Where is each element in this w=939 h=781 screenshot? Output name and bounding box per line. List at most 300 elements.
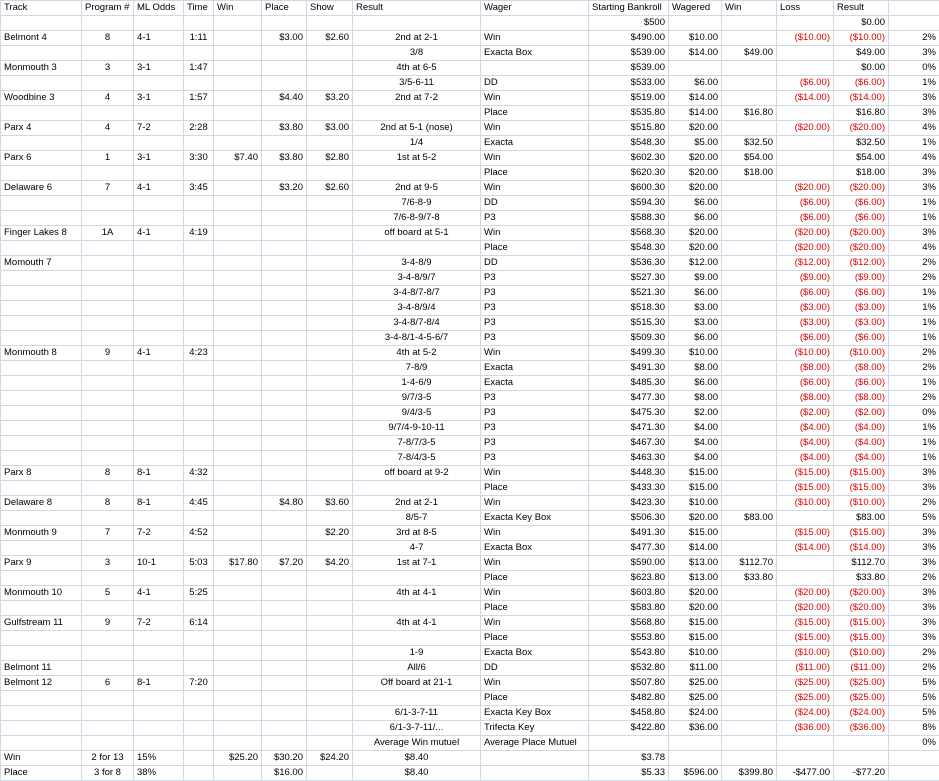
cell-program: [82, 46, 134, 61]
cell-time: 5:03: [184, 556, 214, 571]
cell-result: [353, 691, 481, 706]
cell-wager: P3: [481, 331, 589, 346]
header-win-amount: Win: [722, 1, 777, 16]
cell-wagered: $11.00: [669, 661, 722, 676]
cell-place-payout: $4.80: [262, 496, 307, 511]
cell-bankroll-percent: 2%: [889, 571, 939, 586]
cell-place-payout: $3.80: [262, 151, 307, 166]
header-track: Track: [1, 1, 82, 16]
cell-result: 3/5-6-11: [353, 76, 481, 91]
cell-win-amount: [722, 466, 777, 481]
cell-starting-bankroll: $467.30: [589, 436, 669, 451]
cell-net-result: $16.80: [834, 106, 889, 121]
cell-net-result: ($6.00): [834, 376, 889, 391]
cell-track: Place: [1, 766, 82, 781]
header-net-result: Result: [834, 1, 889, 16]
cell-track: [1, 76, 82, 91]
cell-bankroll-percent: 4%: [889, 151, 939, 166]
cell-show-payout: [307, 616, 353, 631]
cell-program: 1A: [82, 226, 134, 241]
cell-ml-odds: 8-1: [134, 466, 184, 481]
cell-loss-amount: [777, 46, 834, 61]
cell-win-amount: [722, 676, 777, 691]
cell-ml-odds: 7-2: [134, 121, 184, 136]
table-row: [1, 121, 939, 136]
header-ml-odds: ML Odds: [134, 1, 184, 16]
cell-bankroll-percent: 8%: [889, 721, 939, 736]
table-row: [1, 256, 939, 271]
cell-result: [353, 16, 481, 31]
cell-wager: [481, 766, 589, 781]
table-row: [1, 556, 939, 571]
cell-ml-odds: [134, 451, 184, 466]
cell-track: Momouth 7: [1, 256, 82, 271]
cell-wagered: $25.00: [669, 691, 722, 706]
table-row: [1, 751, 939, 766]
cell-win-payout: [214, 736, 262, 751]
cell-win-amount: [722, 121, 777, 136]
cell-wagered: $6.00: [669, 76, 722, 91]
cell-track: Belmont 4: [1, 31, 82, 46]
cell-time: 1:11: [184, 31, 214, 46]
cell-net-result: ($6.00): [834, 76, 889, 91]
cell-program: [82, 316, 134, 331]
cell-time: [184, 46, 214, 61]
cell-show-payout: $3.60: [307, 496, 353, 511]
table-row: [1, 361, 939, 376]
cell-net-result: [834, 736, 889, 751]
cell-win-payout: [214, 166, 262, 181]
cell-ml-odds: [134, 736, 184, 751]
cell-win-amount: [722, 496, 777, 511]
cell-ml-odds: [134, 511, 184, 526]
cell-bankroll-percent: 3%: [889, 91, 939, 106]
table-row: [1, 631, 939, 646]
cell-wager: Place: [481, 691, 589, 706]
cell-win-amount: [722, 331, 777, 346]
cell-net-result: ($4.00): [834, 436, 889, 451]
cell-program: [82, 721, 134, 736]
cell-show-payout: [307, 331, 353, 346]
cell-show-payout: [307, 241, 353, 256]
cell-time: [184, 721, 214, 736]
cell-loss-amount: ($4.00): [777, 421, 834, 436]
cell-result: 8/5-7: [353, 511, 481, 526]
cell-win-payout: [214, 376, 262, 391]
cell-time: [184, 571, 214, 586]
cell-program: [82, 421, 134, 436]
cell-show-payout: [307, 721, 353, 736]
cell-starting-bankroll: $543.80: [589, 646, 669, 661]
cell-starting-bankroll: $594.30: [589, 196, 669, 211]
cell-loss-amount: ($36.00): [777, 721, 834, 736]
cell-place-payout: [262, 166, 307, 181]
cell-net-result: -$77.20: [834, 766, 889, 781]
cell-program: [82, 706, 134, 721]
cell-time: [184, 331, 214, 346]
table-row: [1, 526, 939, 541]
table-row: [1, 211, 939, 226]
cell-win-amount: [722, 451, 777, 466]
cell-starting-bankroll: $620.30: [589, 166, 669, 181]
cell-loss-amount: ($3.00): [777, 301, 834, 316]
cell-wagered: $25.00: [669, 676, 722, 691]
cell-result: 1st at 7-1: [353, 556, 481, 571]
cell-time: 4:19: [184, 226, 214, 241]
cell-net-result: $83.00: [834, 511, 889, 526]
cell-wager: Win: [481, 151, 589, 166]
cell-bankroll-percent: 0%: [889, 61, 939, 76]
table-row: [1, 316, 939, 331]
cell-net-result: ($15.00): [834, 631, 889, 646]
cell-show-payout: [307, 406, 353, 421]
cell-time: 2:28: [184, 121, 214, 136]
cell-result: 1st at 5-2: [353, 151, 481, 166]
table-row: [1, 406, 939, 421]
cell-result: 2nd at 2-1: [353, 31, 481, 46]
table-row: [1, 391, 939, 406]
table-row: [1, 136, 939, 151]
cell-time: [184, 736, 214, 751]
cell-result: off board at 9-2: [353, 466, 481, 481]
cell-loss-amount: [777, 556, 834, 571]
cell-starting-bankroll: $515.80: [589, 121, 669, 136]
cell-win-payout: [214, 571, 262, 586]
cell-ml-odds: [134, 646, 184, 661]
table-row: [1, 451, 939, 466]
cell-show-payout: $2.20: [307, 526, 353, 541]
cell-track: Delaware 6: [1, 181, 82, 196]
cell-win-payout: [214, 676, 262, 691]
table-row: [1, 571, 939, 586]
cell-wager: Win: [481, 121, 589, 136]
cell-starting-bankroll: $588.30: [589, 211, 669, 226]
cell-net-result: ($14.00): [834, 541, 889, 556]
cell-ml-odds: 15%: [134, 751, 184, 766]
cell-wagered: $12.00: [669, 256, 722, 271]
cell-time: [184, 136, 214, 151]
cell-place-payout: [262, 721, 307, 736]
cell-loss-amount: [777, 106, 834, 121]
cell-net-result: ($20.00): [834, 226, 889, 241]
cell-ml-odds: [134, 301, 184, 316]
cell-wagered: $14.00: [669, 106, 722, 121]
cell-starting-bankroll: $477.30: [589, 391, 669, 406]
cell-show-payout: [307, 766, 353, 781]
cell-loss-amount: ($6.00): [777, 76, 834, 91]
table-row: [1, 226, 939, 241]
cell-program: [82, 736, 134, 751]
data-rows: [1, 16, 939, 781]
cell-net-result: $112.70: [834, 556, 889, 571]
cell-program: [82, 136, 134, 151]
cell-net-result: ($25.00): [834, 691, 889, 706]
cell-program: [82, 361, 134, 376]
cell-wager: Place: [481, 106, 589, 121]
header-time: Time: [184, 1, 214, 16]
cell-starting-bankroll: $463.30: [589, 451, 669, 466]
cell-time: 6:14: [184, 616, 214, 631]
cell-loss-amount: ($14.00): [777, 91, 834, 106]
cell-ml-odds: [134, 16, 184, 31]
cell-ml-odds: [134, 106, 184, 121]
cell-win-amount: [722, 661, 777, 676]
cell-net-result: ($10.00): [834, 646, 889, 661]
cell-net-result: [834, 751, 889, 766]
cell-loss-amount: ($20.00): [777, 601, 834, 616]
cell-program: [82, 646, 134, 661]
table-row: [1, 286, 939, 301]
cell-wagered: $6.00: [669, 376, 722, 391]
cell-wagered: $4.00: [669, 436, 722, 451]
cell-show-payout: [307, 286, 353, 301]
cell-wager: Place: [481, 571, 589, 586]
cell-win-payout: [214, 256, 262, 271]
cell-track: [1, 391, 82, 406]
cell-starting-bankroll: $433.30: [589, 481, 669, 496]
cell-program: [82, 601, 134, 616]
cell-ml-odds: [134, 46, 184, 61]
cell-program: 3: [82, 556, 134, 571]
cell-loss-amount: ($20.00): [777, 226, 834, 241]
header-loss-amount: Loss: [777, 1, 834, 16]
cell-time: 1:47: [184, 61, 214, 76]
cell-result: 1-4-6/9: [353, 376, 481, 391]
cell-place-payout: [262, 616, 307, 631]
cell-program: [82, 256, 134, 271]
cell-wager: Win: [481, 676, 589, 691]
cell-wager: Win: [481, 346, 589, 361]
cell-loss-amount: ($4.00): [777, 436, 834, 451]
cell-program: [82, 301, 134, 316]
cell-bankroll-percent: 4%: [889, 241, 939, 256]
cell-win-amount: [722, 286, 777, 301]
cell-place-payout: [262, 571, 307, 586]
cell-place-payout: $4.40: [262, 91, 307, 106]
cell-bankroll-percent: 3%: [889, 481, 939, 496]
cell-show-payout: [307, 586, 353, 601]
cell-time: 4:23: [184, 346, 214, 361]
table-row: [1, 376, 939, 391]
cell-show-payout: [307, 421, 353, 436]
cell-win-amount: [722, 76, 777, 91]
cell-track: [1, 436, 82, 451]
cell-track: [1, 376, 82, 391]
cell-ml-odds: 4-1: [134, 31, 184, 46]
cell-time: [184, 391, 214, 406]
cell-result: 4-7: [353, 541, 481, 556]
cell-bankroll-percent: 1%: [889, 76, 939, 91]
cell-win-amount: [722, 301, 777, 316]
cell-starting-bankroll: $568.80: [589, 616, 669, 631]
cell-wager: Exacta: [481, 376, 589, 391]
cell-wagered: $36.00: [669, 721, 722, 736]
cell-wager: Win: [481, 526, 589, 541]
cell-program: [82, 481, 134, 496]
cell-starting-bankroll: $527.30: [589, 271, 669, 286]
cell-bankroll-percent: 0%: [889, 736, 939, 751]
cell-wager: [481, 16, 589, 31]
cell-win-amount: $33.80: [722, 571, 777, 586]
cell-win-payout: [214, 541, 262, 556]
cell-win-payout: [214, 586, 262, 601]
cell-wager: Win: [481, 91, 589, 106]
cell-show-payout: [307, 571, 353, 586]
cell-program: [82, 211, 134, 226]
cell-net-result: ($9.00): [834, 271, 889, 286]
table-row: [1, 151, 939, 166]
cell-wager: Exacta: [481, 361, 589, 376]
cell-win-amount: $18.00: [722, 166, 777, 181]
cell-win-amount: [722, 631, 777, 646]
cell-loss-amount: [777, 511, 834, 526]
cell-net-result: ($4.00): [834, 421, 889, 436]
cell-loss-amount: ($8.00): [777, 361, 834, 376]
cell-time: [184, 631, 214, 646]
cell-result: 1/4: [353, 136, 481, 151]
cell-win-payout: [214, 226, 262, 241]
cell-result: All/6: [353, 661, 481, 676]
cell-bankroll-percent: 1%: [889, 196, 939, 211]
cell-place-payout: [262, 211, 307, 226]
cell-wagered: $14.00: [669, 46, 722, 61]
cell-place-payout: [262, 466, 307, 481]
cell-result: 2nd at 7-2: [353, 91, 481, 106]
cell-place-payout: [262, 301, 307, 316]
cell-win-amount: [722, 736, 777, 751]
cell-result: 7/6-8-9/7-8: [353, 211, 481, 226]
cell-show-payout: [307, 691, 353, 706]
cell-net-result: ($10.00): [834, 346, 889, 361]
table-row: [1, 91, 939, 106]
cell-wager: Exacta Key Box: [481, 706, 589, 721]
cell-show-payout: [307, 451, 353, 466]
cell-result: 4th at 4-1: [353, 616, 481, 631]
cell-time: [184, 541, 214, 556]
cell-loss-amount: ($6.00): [777, 331, 834, 346]
cell-show-payout: [307, 166, 353, 181]
cell-track: [1, 421, 82, 436]
cell-ml-odds: 3-1: [134, 151, 184, 166]
cell-track: [1, 166, 82, 181]
cell-starting-bankroll: $518.30: [589, 301, 669, 316]
header-place-payout: Place: [262, 1, 307, 16]
cell-show-payout: $2.60: [307, 31, 353, 46]
cell-show-payout: [307, 466, 353, 481]
cell-win-amount: $32.50: [722, 136, 777, 151]
cell-loss-amount: [777, 151, 834, 166]
cell-starting-bankroll: $458.80: [589, 706, 669, 721]
cell-wager: Win: [481, 556, 589, 571]
cell-loss-amount: ($15.00): [777, 526, 834, 541]
cell-win-payout: [214, 451, 262, 466]
cell-loss-amount: ($15.00): [777, 631, 834, 646]
cell-win-payout: [214, 421, 262, 436]
cell-win-payout: $17.80: [214, 556, 262, 571]
cell-loss-amount: [777, 61, 834, 76]
cell-place-payout: [262, 706, 307, 721]
cell-result: 2nd at 9-5: [353, 181, 481, 196]
header-row: [1, 1, 939, 16]
cell-program: [82, 376, 134, 391]
cell-result: 3-4-8/9/7: [353, 271, 481, 286]
cell-loss-amount: ($2.00): [777, 406, 834, 421]
cell-time: [184, 766, 214, 781]
cell-loss-amount: ($8.00): [777, 391, 834, 406]
cell-bankroll-percent: 3%: [889, 631, 939, 646]
cell-bankroll-percent: [889, 16, 939, 31]
cell-bankroll-percent: 2%: [889, 496, 939, 511]
cell-win-payout: [214, 181, 262, 196]
cell-wager: Place: [481, 631, 589, 646]
cell-result: 6/1-3-7-11: [353, 706, 481, 721]
cell-place-payout: [262, 136, 307, 151]
cell-program: [82, 331, 134, 346]
cell-program: [82, 436, 134, 451]
cell-bankroll-percent: 5%: [889, 676, 939, 691]
cell-net-result: ($8.00): [834, 361, 889, 376]
table-row: [1, 61, 939, 76]
cell-result: 9/4/3-5: [353, 406, 481, 421]
cell-win-amount: [722, 346, 777, 361]
cell-win-amount: [722, 691, 777, 706]
cell-win-payout: [214, 196, 262, 211]
cell-show-payout: [307, 76, 353, 91]
cell-loss-amount: ($20.00): [777, 241, 834, 256]
cell-wager: Win: [481, 586, 589, 601]
cell-wagered: $20.00: [669, 226, 722, 241]
cell-wagered: $4.00: [669, 451, 722, 466]
table-row: [1, 421, 939, 436]
cell-show-payout: [307, 736, 353, 751]
cell-track: [1, 571, 82, 586]
cell-time: [184, 481, 214, 496]
cell-starting-bankroll: $3.78: [589, 751, 669, 766]
cell-wager: P3: [481, 316, 589, 331]
cell-win-amount: [722, 376, 777, 391]
cell-wager: Place: [481, 166, 589, 181]
cell-starting-bankroll: $539.00: [589, 46, 669, 61]
cell-time: [184, 286, 214, 301]
cell-program: 1: [82, 151, 134, 166]
cell-starting-bankroll: $477.30: [589, 541, 669, 556]
cell-ml-odds: 4-1: [134, 586, 184, 601]
cell-wagered: $15.00: [669, 631, 722, 646]
cell-win-payout: [214, 286, 262, 301]
cell-loss-amount: ($6.00): [777, 376, 834, 391]
cell-loss-amount: ($14.00): [777, 541, 834, 556]
cell-track: [1, 481, 82, 496]
cell-program: [82, 571, 134, 586]
cell-wager: [481, 61, 589, 76]
cell-ml-odds: [134, 706, 184, 721]
cell-result: [353, 601, 481, 616]
cell-program: [82, 241, 134, 256]
cell-place-payout: [262, 241, 307, 256]
cell-result: [353, 166, 481, 181]
cell-show-payout: [307, 106, 353, 121]
cell-wager: Win: [481, 616, 589, 631]
cell-track: [1, 16, 82, 31]
cell-wagered: $20.00: [669, 121, 722, 136]
cell-wagered: $6.00: [669, 211, 722, 226]
cell-ml-odds: 4-1: [134, 226, 184, 241]
cell-place-payout: [262, 61, 307, 76]
cell-result: 2nd at 5-1 (nose): [353, 121, 481, 136]
cell-program: [82, 406, 134, 421]
cell-wagered: $15.00: [669, 616, 722, 631]
cell-place-payout: [262, 406, 307, 421]
